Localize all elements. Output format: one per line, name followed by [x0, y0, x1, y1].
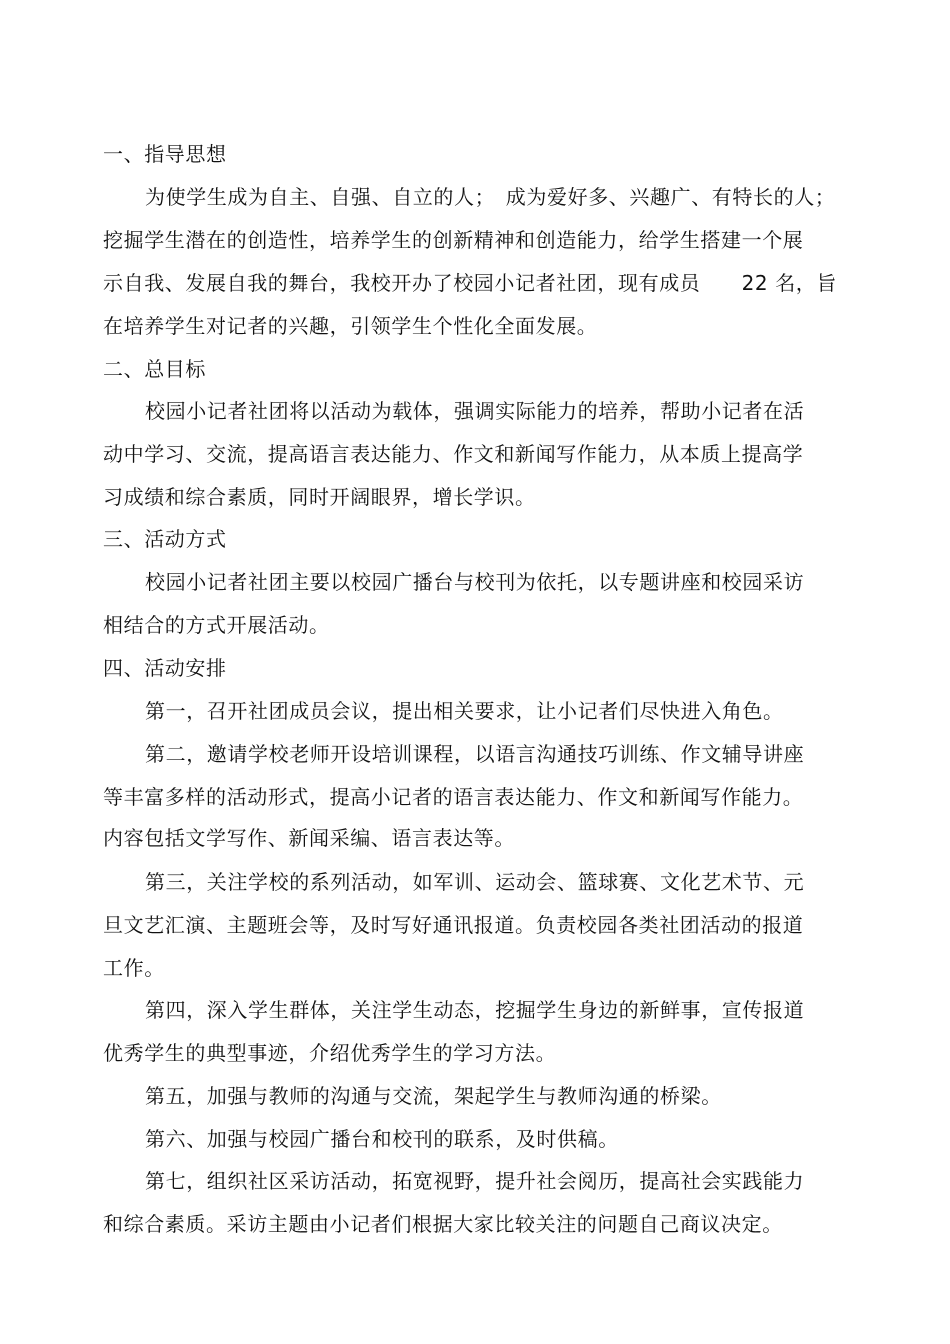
paragraph-line: 第六、加强与校园广播台和校刊的联系，及时供稿。: [145, 1127, 619, 1151]
paragraph-line: 旦文艺汇演、主题班会等，及时写好通讯报道。负责校园各类社团活动的报道: [103, 913, 804, 937]
paragraph-line: 动中学习、交流，提高语言表达能力、作文和新闻写作能力，从本质上提高学: [103, 442, 804, 466]
paragraph-line: 校园小记者社团主要以校园广播台与校刊为依托，以专题讲座和校园采访: [145, 570, 805, 594]
section-heading-guiding-ideology: 一、指导思想: [103, 142, 227, 166]
section-heading-overall-goal: 二、总目标: [103, 357, 206, 381]
paragraph-line: 等丰富多样的活动形式，提高小记者的语言表达能力、作文和新闻写作能力。: [103, 785, 804, 809]
section-heading-activity-schedule: 四、活动安排: [103, 656, 227, 680]
paragraph-line: 在培养学生对记者的兴趣，引领学生个性化全面发展。: [103, 314, 598, 338]
paragraph-line: 第三，关注学校的系列活动，如军训、运动会、篮球赛、文化艺术节、元: [145, 870, 805, 894]
paragraph-line: 习成绩和综合素质，同时开阔眼界，增长学识。: [103, 485, 536, 509]
paragraph-line: 为使学生成为自主、自强、自立的人； 成为爱好多、兴趣广、有特长的人；: [145, 185, 836, 209]
paragraph-line: 第一，召开社团成员会议，提出相关要求，让小记者们尽快进入角色。: [145, 699, 784, 723]
paragraph-line: 第四，深入学生群体，关注学生动态，挖掘学生身边的新鲜事，宣传报道: [145, 998, 805, 1022]
paragraph-line: 和综合素质。采访主题由小记者们根据大家比较关注的问题自己商议决定。: [103, 1212, 783, 1236]
paragraph-line: 内容包括文学写作、新闻采编、语言表达等。: [103, 826, 515, 850]
paragraph-line: 相结合的方式开展活动。: [103, 613, 330, 637]
paragraph-line: 工作。: [103, 956, 165, 980]
paragraph-line: 第二，邀请学校老师开设培训课程，以语言沟通技巧训练、作文辅导讲座: [145, 742, 805, 766]
paragraph-line: 挖掘学生潜在的创造性，培养学生的创新精神和创造能力，给学生搭建一个展: [103, 228, 804, 252]
section-heading-activity-method: 三、活动方式: [103, 527, 227, 551]
paragraph-line: 第五，加强与教师的沟通与交流，架起学生与教师沟通的桥梁。: [145, 1084, 722, 1108]
paragraph-line: 示自我、发展自我的舞台，我校开办了校园小记者社团，现有成员 22 名，旨: [103, 271, 838, 295]
paragraph-line: 第七，组织社区采访活动，拓宽视野，提升社会阅历，提高社会实践能力: [145, 1169, 805, 1193]
paragraph-line: 校园小记者社团将以活动为载体，强调实际能力的培养，帮助小记者在活: [145, 399, 805, 423]
paragraph-line: 优秀学生的典型事迹，介绍优秀学生的学习方法。: [103, 1041, 557, 1065]
